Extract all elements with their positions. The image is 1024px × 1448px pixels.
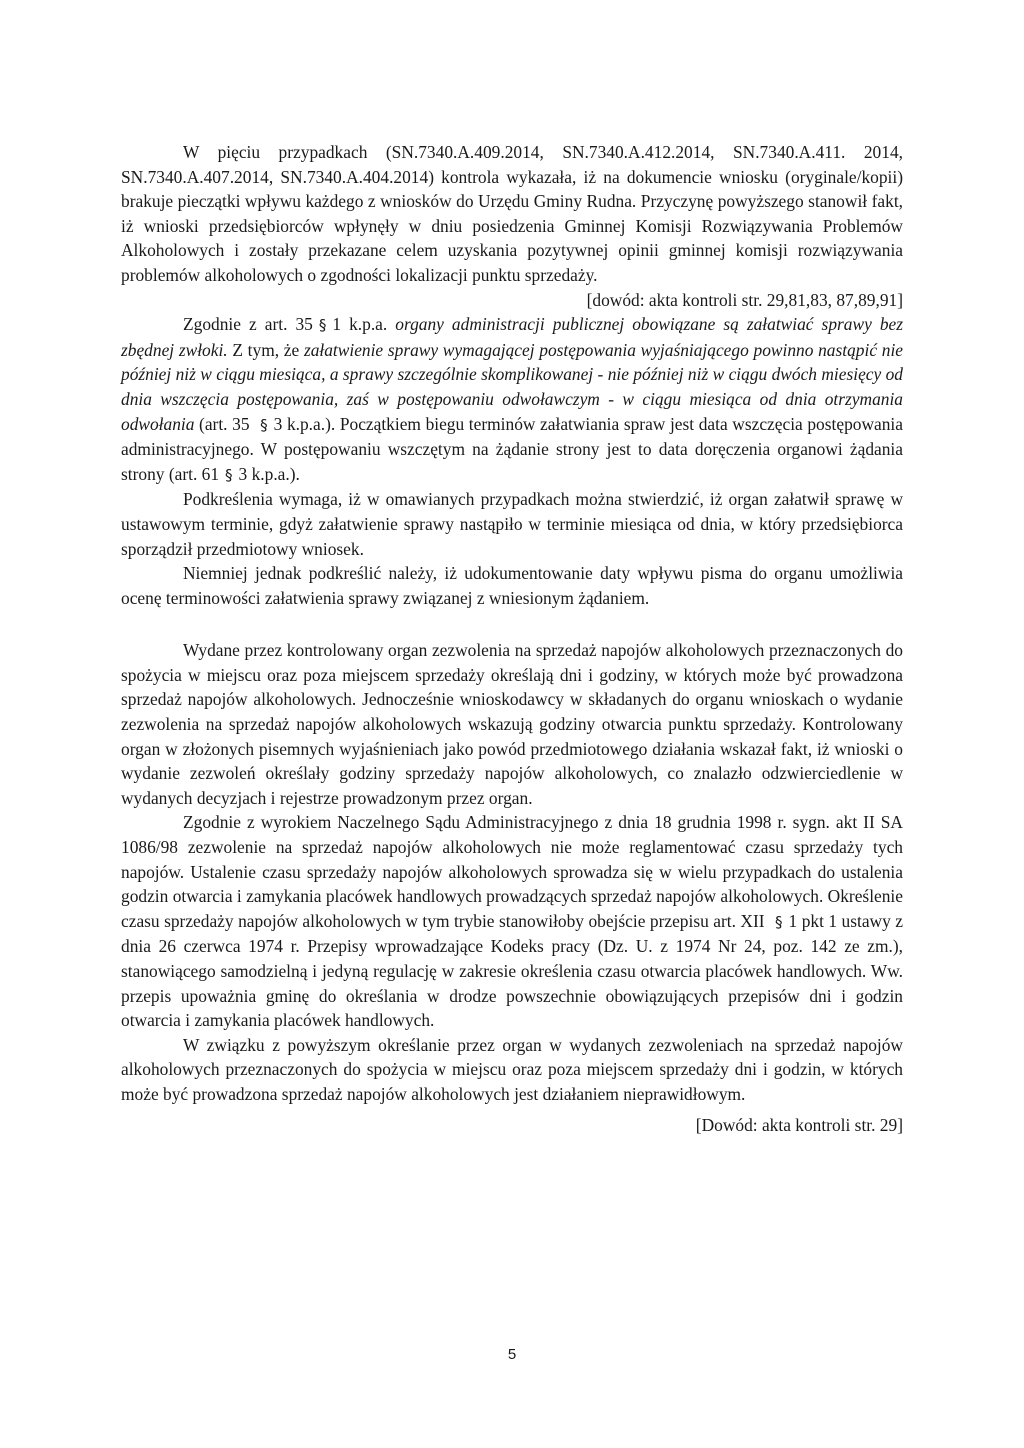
paragraph-kpa-deadlines [121, 312, 903, 487]
text-fragment: (art. 35 [199, 413, 250, 434]
text-fragment: Zgodnie z wyrokiem Naczelnego Sądu Administracyjnego z dnia 18 grudnia 1998 r. sygn. akt II SA 1086/98 zezwolenie na sprzedaż napojów alkoholowych nie może reglamentować czasu sprzedaży tych napojów. Ustalenie czasu sprzedaży napojów alkoholowych sprowadza się w wielu przypadkach do ustalenia godzin otwarcia i zamykania placówek handlowych prowadzących sprzedaż napojów alkoholowych. Określenie czasu sprzedaży napojów alkoholowych w tym trybie stanowiłoby obejście przepisu art. XII [121, 812, 903, 931]
paragraph-conclusion: W związku z powyższym określanie przez organ w wydanych zezwoleniach na sprzedaż napojów alkoholowych przeznaczonych do spożycia w miejscu oraz poza miejscem sprzedaży dni i godzin, w których może być prowadzona sprzedaż napojów alkoholowych jest działaniem nieprawidłowym. [121, 1034, 903, 1104]
evidence-reference-1: [dowód: akta kontroli str. 29,81,83, 87,89,91] [586, 289, 903, 310]
paragraph-statutory-term: Podkreślenia wymaga, iż w omawianych przypadkach można stwierdzić, iż organ załatwił sprawę w ustawowym terminie, gdyż załatwienie sprawy nastąpiło w terminie miesiąca od dnia, w który przedsiębiorca sporządził przedmiotowy wniosek. [121, 489, 903, 559]
document-body [121, 140, 903, 1137]
section-sign: § [318, 316, 327, 335]
paragraph-nsa-ruling [121, 810, 903, 1032]
text-fragment: 3 k.p.a.). [238, 463, 300, 484]
text-fragment: Z tym, że [232, 339, 300, 360]
section-sign: § [225, 465, 233, 484]
evidence-reference-2: [Dowód: akta kontroli str. 29] [695, 1114, 903, 1135]
text-fragment: Zgodnie z art. 35 [183, 314, 313, 335]
section-sign: § [775, 912, 783, 931]
italic-quote: organy administracji publicznej obowiązane są załatwiać sprawy bez zbędnej zwłoki. [121, 314, 904, 360]
page-number: 5 [507, 1346, 517, 1363]
text-fragment: 3 k.p.a.). Początkiem biegu terminów załatwiania spraw jest data wszczęcia postępowania administracyjnego. W postępowaniu wszczętym na żądanie strony jest to data doręczenia organowi żądania strony (art. 61 [121, 413, 903, 484]
paragraph-gap [121, 610, 903, 638]
italic-quote: załatwienie sprawy wymagającej postępowania wyjaśniającego powinno nastąpić nie później niż w ciągu miesiąca, a sprawy szczególnie skomplikowanej - nie później niż w ciągu dwóch miesięcy od dnia wszczęcia postępowania, zaś w postępowaniu odwoławczym - w ciągu miesiąca od dnia otrzymania odwołania [121, 339, 903, 434]
section-sign: § [260, 415, 268, 434]
text-fragment: 1 k.p.a. [332, 314, 388, 335]
paragraph-missing-stamps: W pięciu przypadkach (SN.7340.A.409.2014, SN.7340.A.412.2014, SN.7340.A.411. 2014, SN.7340.A.407.2014, SN.7340.A.404.2014) kontrola wykazała, iż na dokumencie wniosku (oryginale/kopii) brakuje pieczątki wpływu każdego z wniosków do Urzędu Gminy Rudna. Przyczynę powyższego stanowił fakt, iż wnioski przedsiębiorców wpłynęły w dniu posiedzenia Gminnej Komisji Rozwiązywania Problemów Alkoholowych i zostały przekazane celem uzyskania pozytywnej opinii gminnej komisji rozwiązywania problemów alkoholowych o zgodności lokalizacji punktu sprzedaży. [121, 142, 903, 285]
text-fragment: 1 pkt 1 ustawy z dnia 26 czerwca 1974 r. Przepisy wprowadzające Kodeks pracy (Dz. U. z 1974 Nr 24, poz. 142 ze zm.), stanowiącego samodzielną i jedyną regulację w zakresie określenia czasu otwarcia placówek handlowych. Ww. przepis upoważnia gminę do określania w drodze powszechnie obowiązujących przepisów dni i godzin otwarcia i zamykania placówek handlowych. [121, 910, 903, 1031]
paragraph-sale-hours: Wydane przez kontrolowany organ zezwolenia na sprzedaż napojów alkoholowych przeznaczonych do spożycia w miejscu oraz poza miejscem sprzedaży określają dni i godziny, w których może być prowadzona sprzedaż napojów alkoholowych. Jednocześnie wnioskodawcy w składanych do organu wnioskach o wydanie zezwolenia na sprzedaż napojów alkoholowych wskazują godziny otwarcia punktu sprzedaży. Kontrolowany organ w złożonych pisemnych wyjaśnieniach jako powód przedmiotowego działania wskazał fakt, iż wnioski o wydanie zezwoleń określały godziny sprzedaży napojów alkoholowych, co znalazło odzwierciedlenie w wydanych decyzjach i rejestrze prowadzonym przez organ. [121, 640, 903, 808]
paragraph-documenting-date: Niemniej jednak podkreślić należy, iż udokumentowanie daty wpływu pisma do organu umożliwia ocenę terminowości załatwienia sprawy związanej z wniesionym żądaniem. [121, 563, 903, 608]
